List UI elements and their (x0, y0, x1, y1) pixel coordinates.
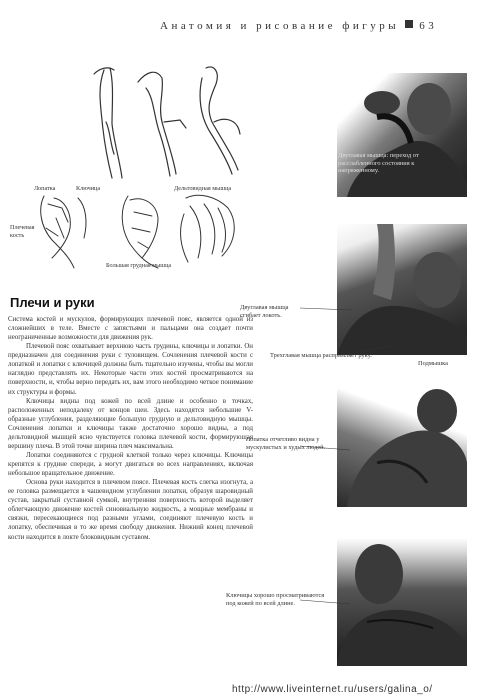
caption-clavicles-visible: Ключицы хорошо просматриваются под кожей по всей длине. (226, 592, 325, 607)
caption-biceps-flexes: Двуглавая мышца сгибает локоть. (240, 304, 289, 319)
label-pectoral: Большая грудная мышца (106, 262, 172, 269)
arm-sketch-3 (206, 67, 238, 170)
label-clavicle: Ключица (76, 185, 101, 192)
leader-lines-photo2 (300, 300, 450, 360)
paragraph: Основа руки находится в плечевом поясе. Плечевая кость слегка изогнута, а ее головка размещается в чашевидном углублении лопатки, образуя шаровидный сустав, закрытый суставной сумкой, внутренняя поверхность которой выделяет облегчающую движение костей синовиальную жидкость, а мощные мембраны и связки, пересекающиеся под разными углами, соединяют плечевую кость и лопатку, обеспечивая в то же время свободу движения. Нижний конец плечевой кости находится в локте блоковидным суставом. (8, 479, 253, 541)
header-square-icon (405, 20, 413, 28)
article-body (8, 315, 253, 542)
caption-scapula-visible: Лопатка отчетливо видна у мускулистых и худых людей. (246, 436, 326, 451)
caption-triceps: Трехглавая мышца распрямляет руку. (270, 352, 372, 359)
biceps-sketches (88, 62, 268, 182)
paragraph: Система костей и мускулов, формирующих плечевой пояс, является одной из сложнейших в теле. Вместе с запястьями и пальцами она создает почти неограниченные возможности для движения рук. (8, 316, 253, 342)
caption-armpit: Подмышка (418, 360, 448, 367)
running-header (160, 20, 480, 34)
page-number: 63 (419, 20, 438, 32)
paragraph: Лопатки соединяются с грудной клеткой только через ключицы. Ключицы крепятся к грудине спереди, а могут двигаться во всех направлениях, включая небольшое вращательное движение. (8, 451, 253, 478)
label-humerus: Плечевая кость (10, 224, 35, 239)
section-heading: Плечи и руки (10, 295, 95, 310)
paragraph: Плечевой пояс охватывает верхнюю часть грудины, ключицы и лопатки. Он предназначен для соединения руки с туловищем. Сочленения плечевой кости с лопаткой и лопатки с ключицей должны быть тщательно изучены, чтобы вы могли наглядно представлять их. Некоторые части этих костей просматриваются на поверхности, и, чтобы верно передать их, вам этого необходимо четкое понимание их структуры и формы. (8, 343, 253, 396)
arm-sketch-1 (100, 70, 112, 178)
label-deltoid: Дельтовидная мышца (174, 185, 232, 192)
caption-biceps-transition: Двуглавая мышца: переход от расслабленного состояния к напряженному. (338, 152, 419, 175)
paragraph: Ключицы видны под кожей по всей длине и особенно в точках, расположенных неподалеку от концов шеи. Здесь находятся небольшие V-образные углубления, разделяющие большую грудную и дельтовидную мышцы. Сочленения лопатки и ключицы также достаточно хорошо видны, а под дельтовидной мышцей ясно чувствуется головка плечевой кости, формирующая вершину плеча. В этой точке ширина плеч максимальна. (8, 397, 253, 450)
photo-biceps-flex (337, 73, 467, 197)
header-title: Анатомия и рисование фигуры (160, 20, 400, 32)
label-scapula: Лопатка (34, 185, 56, 192)
footer-url: http://www.liveinternet.ru/users/galina_o/ (232, 684, 433, 695)
